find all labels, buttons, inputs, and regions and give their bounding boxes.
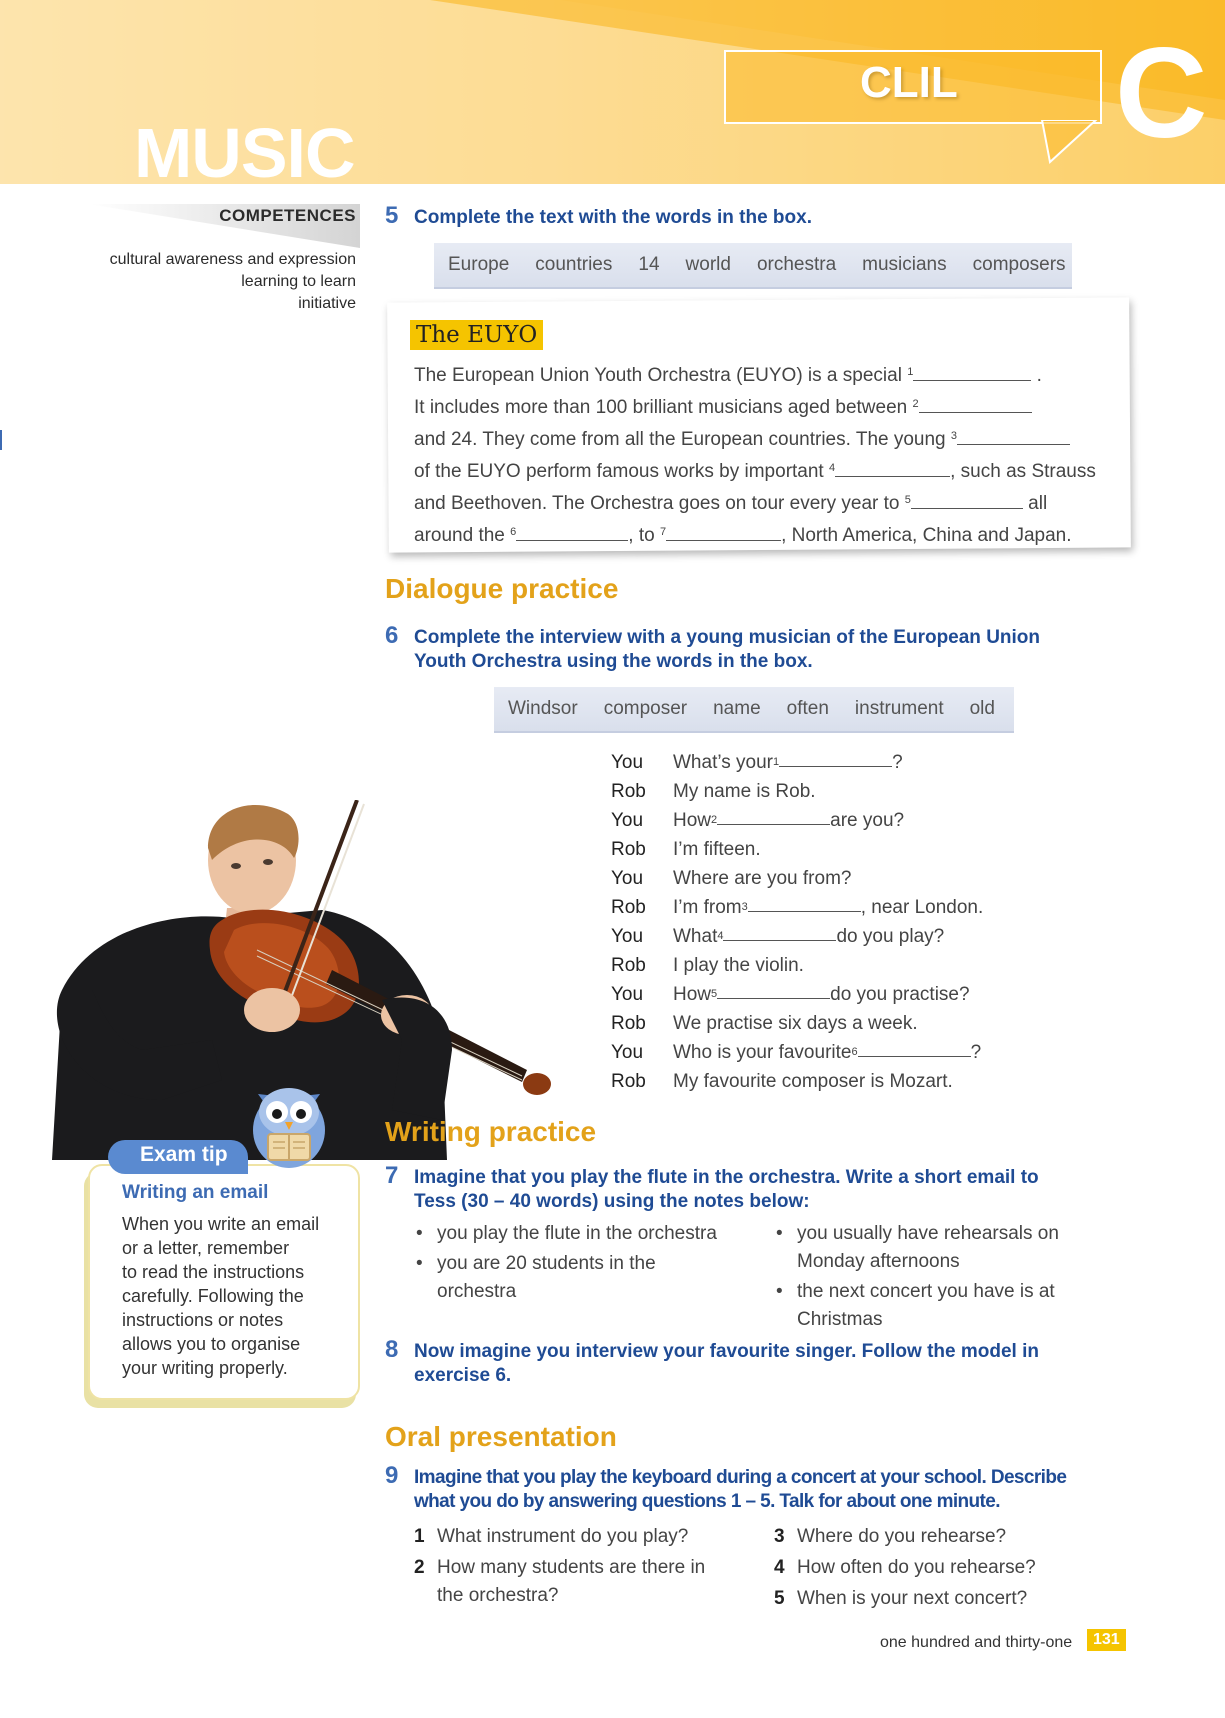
speaker-label: Rob	[611, 781, 646, 802]
gap-text-line: and 24. They come from all the European countries. The young $^3$	[414, 422, 1126, 454]
exam-tip-label: Exam tip	[140, 1143, 228, 1166]
speaker-label: You	[611, 984, 644, 1005]
word-box-item: 14	[638, 254, 660, 275]
answer-blank[interactable]	[911, 490, 1023, 509]
word-box-item: world	[685, 254, 731, 275]
answer-blank[interactable]	[723, 922, 836, 941]
exercise-5-number: 5	[385, 202, 399, 229]
answer-blank[interactable]	[748, 893, 861, 912]
competences-list	[100, 249, 356, 315]
question-item: 3 Where do you rehearse?	[774, 1526, 1007, 1547]
speaker-label: Rob	[611, 897, 646, 918]
answer-blank[interactable]	[957, 426, 1070, 445]
page-title: MUSIC	[134, 114, 355, 192]
word-box-item: old	[969, 698, 995, 719]
answer-blank[interactable]	[717, 806, 830, 825]
gap-text-line: and Beethoven. The Orchestra goes on tour every year to $^5$ all	[414, 486, 1126, 518]
dialogue-line: You How 2 are you?	[611, 806, 983, 835]
exercise-6-word-box	[494, 687, 1014, 733]
exercise-5-word-box	[434, 243, 1072, 289]
speaker-label: Rob	[611, 1071, 646, 1092]
speaker-label: You	[611, 1042, 644, 1063]
competence-item: initiative	[298, 295, 356, 312]
question-item: 2 How many students are there in the orchestra?	[414, 1557, 706, 1606]
clil-banner-tail	[1040, 120, 1120, 164]
dialogue-line: Rob I play the violin.	[611, 951, 983, 980]
oral-presentation-title: Oral presentation	[385, 1421, 617, 1452]
euyo-card-title: The EUYO	[410, 320, 543, 350]
question-item: 4 How often do you rehearse?	[774, 1557, 1036, 1578]
word-box-item: Windsor	[508, 698, 578, 719]
exercise-9-instruction: Imagine that you play the keyboard during a concert at your school. Describe what you do by answering questions 1 – 5. Talk for about one minute.	[414, 1467, 1067, 1512]
word-box-item: countries	[535, 254, 613, 275]
list-item: • you usually have rehearsals on Monday afternoons	[774, 1220, 1114, 1276]
dialogue-line: Rob My favourite composer is Mozart.	[611, 1067, 983, 1096]
exam-tip-body: When you write an email or a letter, remember to read the instructions carefully. Following the instructions or notes allows you to organise your writing properly.	[122, 1214, 320, 1378]
word-box-item: often	[786, 698, 829, 719]
email-notes-right	[774, 1220, 1114, 1336]
gap-text-line: of the EUYO perform famous works by important $^4$ , such as Strauss	[414, 454, 1126, 486]
word-box-item: composers	[972, 254, 1066, 275]
email-notes-left	[414, 1220, 754, 1308]
word-box-item: instrument	[854, 698, 944, 719]
word-box-item: composer	[603, 698, 688, 719]
word-box-item: orchestra	[756, 254, 837, 275]
exercise-6-instruction: Complete the interview with a young musician of the European Union Youth Orchestra using the words in the box.	[414, 627, 1041, 672]
question-item: 5 When is your next concert?	[774, 1588, 1028, 1609]
dialogue-line: Rob We practise six days a week.	[611, 1009, 983, 1038]
dialogue-line: You Who is your favourite 6 ?	[611, 1038, 983, 1067]
answer-blank[interactable]	[835, 458, 950, 477]
list-item: • the next concert you have is at Christmas	[774, 1278, 1114, 1334]
euyo-gap-text	[414, 358, 1126, 550]
exercise-8-number: 8	[385, 1336, 399, 1363]
page-number-badge: 131	[1087, 1629, 1126, 1651]
dialogue-line: Rob My name is Rob.	[611, 777, 983, 806]
section-letter: C	[1115, 22, 1208, 165]
speaker-label: You	[611, 752, 644, 773]
answer-blank[interactable]	[779, 748, 892, 767]
interview-dialogue	[611, 748, 983, 1096]
exercise-7-number: 7	[385, 1162, 399, 1189]
answer-blank[interactable]	[919, 394, 1032, 413]
gap-text-line: It includes more than 100 brilliant musicians aged between $^2$	[414, 390, 1126, 422]
dialogue-practice-title: Dialogue practice	[385, 573, 619, 604]
answer-blank[interactable]	[913, 362, 1031, 381]
competence-item: cultural awareness and expression	[109, 251, 356, 268]
dialogue-line: Rob I’m from 3 , near London.	[611, 893, 983, 922]
oral-questions-right	[774, 1523, 1094, 1616]
speaker-label: You	[611, 810, 644, 831]
exercise-9-number: 9	[385, 1462, 399, 1489]
speaker-label: You	[611, 868, 644, 889]
clil-label: CLIL	[860, 58, 958, 107]
owl-mascot-icon	[246, 1072, 332, 1172]
word-box-item: musicians	[862, 254, 947, 275]
answer-blank[interactable]	[858, 1038, 971, 1057]
edge-mark	[0, 430, 2, 450]
competences-title: COMPETENCES	[219, 206, 356, 225]
speaker-label: Rob	[611, 1013, 646, 1034]
dialogue-line: Rob I’m fifteen.	[611, 835, 983, 864]
gap-text-line: around the $^6$ , to $^7$ , North America, China and Japan.	[414, 518, 1126, 550]
dialogue-line: You Where are you from?	[611, 864, 983, 893]
exercise-8-instruction: Now imagine you interview your favourite singer. Follow the model in exercise 6.	[414, 1341, 1039, 1386]
dialogue-line: You How 5 do you practise?	[611, 980, 983, 1009]
question-item: 1 What instrument do you play?	[414, 1526, 689, 1547]
exercise-6-number: 6	[385, 622, 399, 649]
gap-text-line: The European Union Youth Orchestra (EUYO) is a special $^1$ .	[414, 358, 1126, 390]
speaker-label: Rob	[611, 839, 646, 860]
word-box-item: name	[713, 698, 761, 719]
dialogue-line: You What’s your 1 ?	[611, 748, 983, 777]
footer-page-words: one hundred and thirty-one	[880, 1634, 1073, 1651]
answer-blank[interactable]	[666, 522, 781, 541]
word-box-item: Europe	[448, 254, 510, 275]
list-item: • you play the flute in the orchestra	[414, 1220, 754, 1248]
exercise-5-instruction: Complete the text with the words in the box.	[414, 207, 812, 228]
dialogue-line: You What 4 do you play?	[611, 922, 983, 951]
writing-practice-title: Writing practice	[385, 1116, 597, 1147]
exercise-7-instruction: Imagine that you play the flute in the orchestra. Write a short email to Tess (30 – 40 words) using the notes below:	[414, 1167, 1039, 1212]
speaker-label: You	[611, 926, 644, 947]
competence-item: learning to learn	[241, 273, 356, 290]
answer-blank[interactable]	[516, 522, 628, 541]
list-item: • you are 20 students in the orchestra	[414, 1250, 754, 1306]
answer-blank[interactable]	[717, 980, 830, 999]
speaker-label: Rob	[611, 955, 646, 976]
exam-tip-subtitle: Writing an email	[122, 1182, 269, 1203]
oral-questions-left	[414, 1523, 734, 1613]
